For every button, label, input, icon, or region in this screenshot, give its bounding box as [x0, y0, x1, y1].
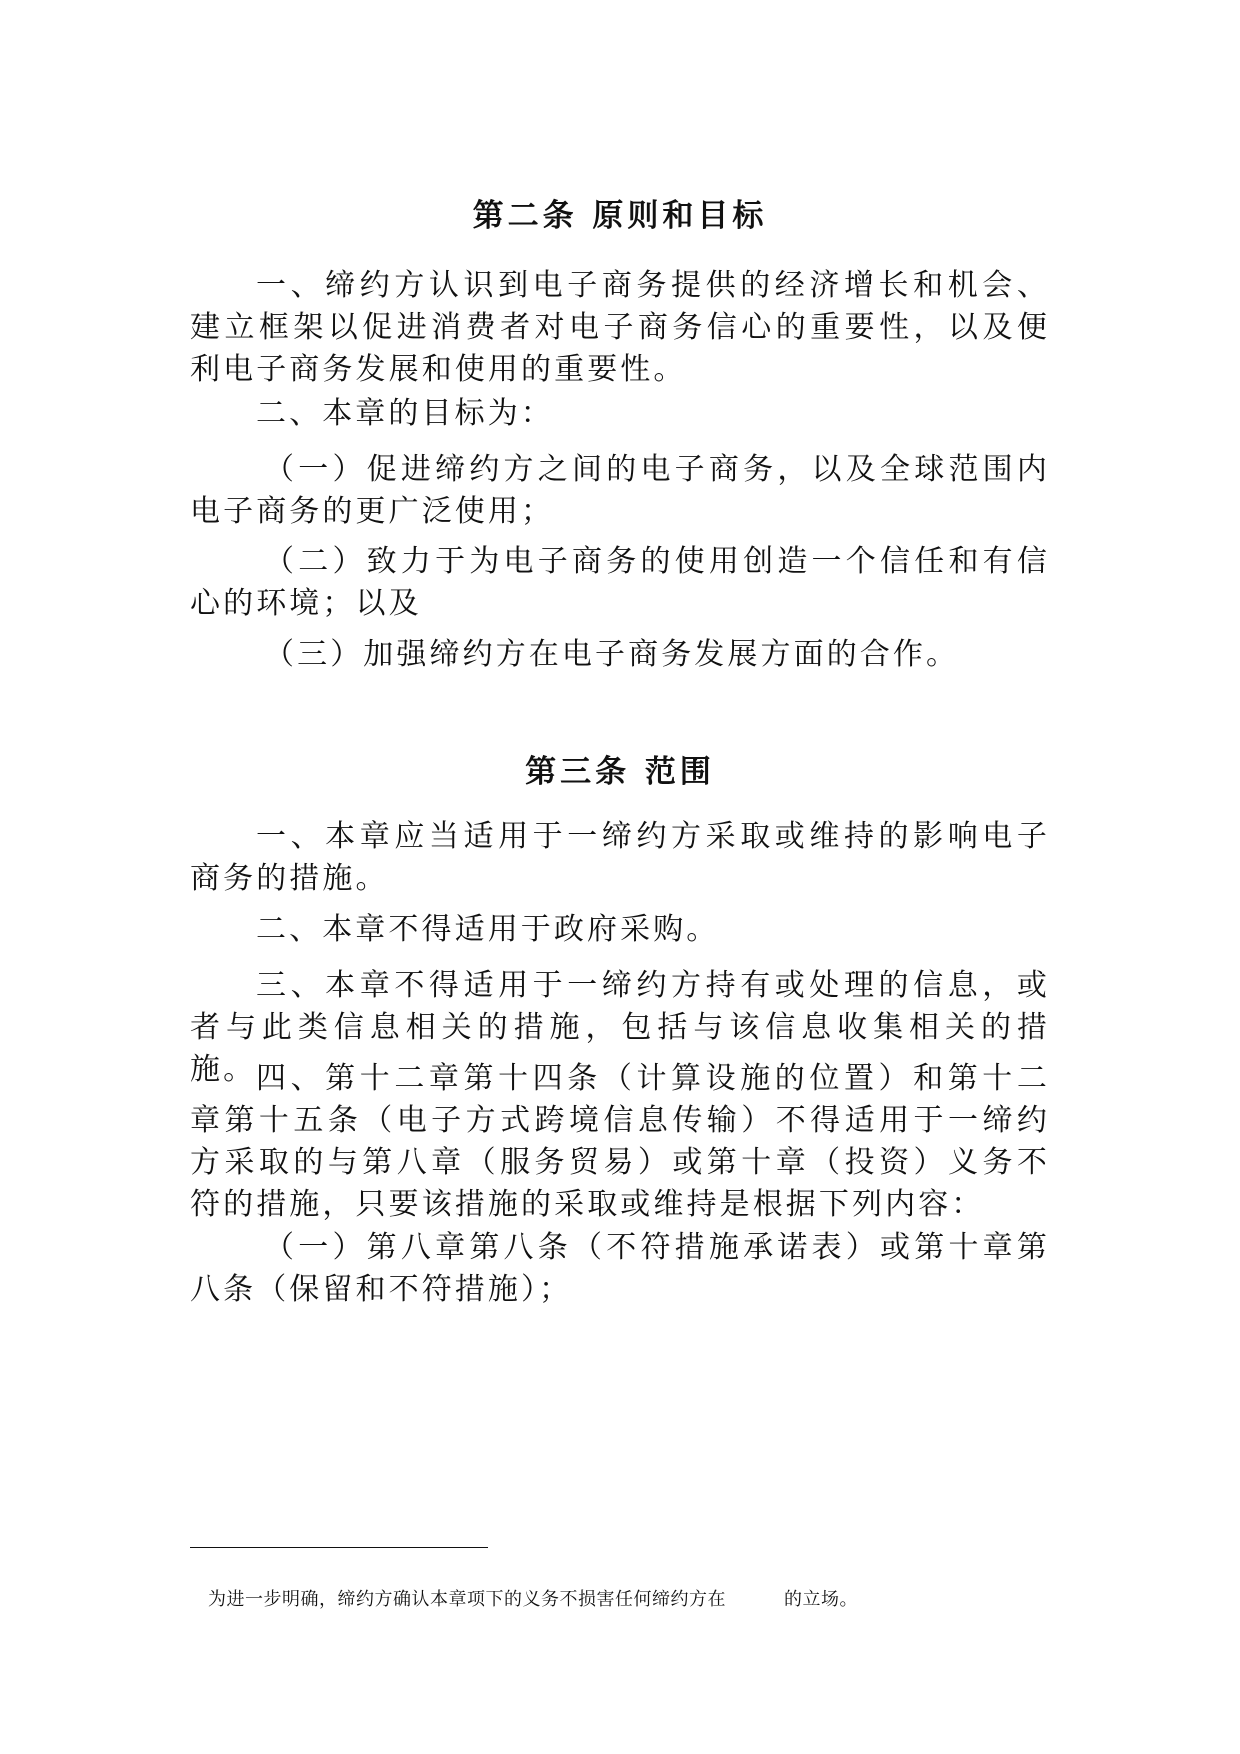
- footnote: [208, 1587, 858, 1613]
- article-3-paragraph-1: 一、本章应当适用于一缔约方采取或维持的影响电子商务的措施。: [190, 819, 1050, 896]
- article-3-item-1: （一）第八章第八条（不符措施承诺表）或第十章第八条（保留和不符措施）；: [190, 1230, 1050, 1307]
- article-2-item-2: （二）致力于为电子商务的使用创造一个信任和有信心的环境；以及: [190, 544, 1050, 621]
- article-3-paragraph-3: 三、本章不得适用于一缔约方持有或处理的信息，或者与此类信息相关的措施，包括与该信息收集相关的措施。: [190, 968, 1050, 1087]
- article-3-paragraph-2: 二、本章不得适用于政府采购。: [256, 912, 720, 947]
- article-3-heading: 第三条 范围: [525, 754, 715, 790]
- footnote-text-after: 的立场。: [784, 1589, 858, 1610]
- article-2-heading: 第二条 原则和目标: [472, 198, 768, 234]
- article-2-paragraph-2: 二、本章的目标为：: [256, 396, 554, 431]
- article-2-item-1: （一）促进缔约方之间的电子商务，以及全球范围内电子商务的更广泛使用；: [190, 452, 1050, 529]
- footnote-text-before: 为进一步明确，缔约方确认本章项下的义务不损害任何缔约方在: [208, 1589, 726, 1610]
- article-2-item-3: （三）加强缔约方在电子商务发展方面的合作。: [264, 637, 960, 672]
- article-3-paragraph-4: 四、第十二章第十四条（计算设施的位置）和第十二章第十五条（电子方式跨境信息传输）不得适用于一缔约方采取的与第八章（服务贸易）或第十章（投资）义务不符的措施，只要该措施的采取或维持是根据下列内容：: [190, 1061, 1050, 1222]
- footnote-divider: [190, 1547, 488, 1548]
- article-2-paragraph-1: 一、缔约方认识到电子商务提供的经济增长和机会、建立框架以促进消费者对电子商务信心的重要性，以及便利电子商务发展和使用的重要性。: [190, 268, 1050, 387]
